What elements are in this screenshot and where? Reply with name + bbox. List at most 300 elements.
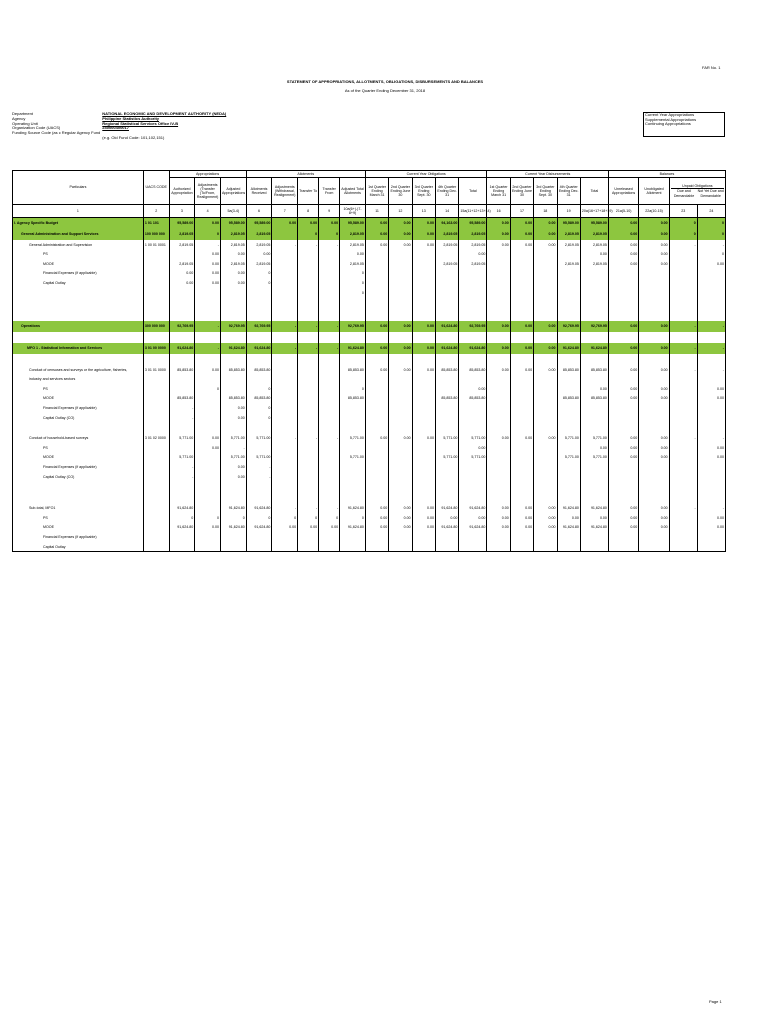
row-value (639, 278, 669, 288)
row-value: 0.00 (608, 384, 638, 394)
row-value: 0.00 (608, 229, 638, 240)
row-value: 0.00 (459, 250, 487, 260)
row-value (608, 532, 638, 542)
row-value (669, 493, 697, 504)
row-value (412, 288, 435, 299)
row-value (319, 462, 340, 472)
row-particulars: Capital Outlay (CO) (13, 472, 144, 482)
row-value (195, 375, 221, 385)
row-value (340, 542, 366, 552)
row-particulars: General Administration and Support Services (13, 229, 144, 240)
row-value (435, 423, 458, 434)
row-value: 0.00 (389, 523, 412, 533)
row-value: 0.00 (412, 504, 435, 514)
col-number: 16 (487, 205, 510, 218)
row-value: 85,853.80 (246, 365, 272, 375)
table-row (13, 542, 726, 552)
row-value (365, 403, 388, 413)
row-value: 0.00 (487, 218, 510, 230)
col-number: 6 (246, 205, 272, 218)
row-value (487, 453, 510, 463)
row-value (272, 394, 298, 404)
row-value (697, 354, 725, 365)
row-value (608, 493, 638, 504)
row-value: - (697, 504, 725, 514)
row-value (459, 532, 487, 542)
row-value (389, 310, 412, 321)
row-uacs-code (143, 542, 169, 552)
row-particulars (13, 482, 144, 493)
row-value: - (319, 321, 340, 332)
row-value (246, 532, 272, 542)
col-header-particulars: Particulars (13, 171, 144, 205)
row-value (319, 443, 340, 453)
row-value (319, 384, 340, 394)
row-value (340, 532, 366, 542)
row-value (298, 375, 319, 385)
row-value (534, 250, 557, 260)
table-row (13, 532, 726, 542)
row-value: 0.00 (487, 523, 510, 533)
row-value (319, 278, 340, 288)
row-value (697, 493, 725, 504)
row-value (669, 288, 697, 299)
row-value (169, 332, 195, 343)
col-header: Unobligated Allotment (639, 178, 669, 205)
row-value (557, 482, 580, 493)
group-header-disbursements: Current Year Disbursements (487, 171, 609, 178)
row-value (580, 482, 608, 493)
row-value (510, 453, 533, 463)
row-value (169, 423, 195, 434)
row-value: 91,624.80 (580, 343, 608, 354)
row-uacs-code (143, 443, 169, 453)
row-value (608, 288, 638, 299)
row-value (510, 310, 533, 321)
row-value: 0.00 (487, 434, 510, 444)
row-value (697, 299, 725, 310)
row-value (272, 259, 298, 269)
row-value (389, 472, 412, 482)
meta-label (12, 136, 102, 141)
row-value (669, 278, 697, 288)
row-value (608, 269, 638, 279)
row-value: 92,769.95 (340, 321, 366, 332)
row-value: 0.00 (608, 513, 638, 523)
row-value: 0.00 (580, 250, 608, 260)
meta-value: Regional Statistical Services Office IV-B (102, 120, 179, 126)
row-value: 0.00 (389, 240, 412, 250)
row-value: 85,853.80 (340, 394, 366, 404)
row-value: 0.00 (389, 513, 412, 523)
row-value: 0.00 (639, 365, 669, 375)
row-value (298, 384, 319, 394)
row-value (340, 299, 366, 310)
row-value (459, 462, 487, 472)
row-value: 0 (319, 229, 340, 240)
col-number: 2 (143, 205, 169, 218)
row-value (557, 299, 580, 310)
row-particulars: Sub-total, MFO1 (13, 504, 144, 514)
col-number: 4 (195, 205, 221, 218)
row-value (459, 542, 487, 552)
row-uacs-code: 3 01 00 0000 (143, 343, 169, 354)
row-value (340, 403, 366, 413)
row-value (169, 288, 195, 299)
col-header: 2nd Quarter Ending June 30 (389, 178, 412, 205)
row-value: 91,624.80 (435, 343, 458, 354)
row-value (639, 288, 669, 299)
row-value: - (169, 403, 195, 413)
row-uacs-code (143, 523, 169, 533)
row-value (169, 384, 195, 394)
row-value (639, 403, 669, 413)
col-header: 3rd Quarter Ending Sept. 30 (412, 178, 435, 205)
row-value: 0.00 (412, 523, 435, 533)
row-value: 85,853.80 (169, 394, 195, 404)
row-value (365, 259, 388, 269)
row-value (534, 259, 557, 269)
row-value (389, 269, 412, 279)
meta-value: Philippine Statistics Authority (102, 115, 160, 121)
row-uacs-code: 1 01 101 (143, 218, 169, 230)
col-header: Adjustments (Transfer (To/From, Realignment) (195, 178, 221, 205)
row-value (487, 269, 510, 279)
row-value (487, 354, 510, 365)
row-value (195, 394, 221, 404)
row-value (639, 462, 669, 472)
row-value (459, 493, 487, 504)
row-value (580, 542, 608, 552)
row-value (487, 472, 510, 482)
col-header: 4th Quarter Ending Dec. 31 (435, 178, 458, 205)
row-value (534, 413, 557, 423)
row-value: 0.00 (389, 343, 412, 354)
row-value (534, 299, 557, 310)
row-value (412, 310, 435, 321)
row-value: 95,589.00 (340, 218, 366, 230)
row-value (412, 278, 435, 288)
row-value: 0.00 (389, 434, 412, 444)
row-value (319, 472, 340, 482)
row-value: 0.00 (510, 229, 533, 240)
row-value (272, 375, 298, 385)
row-value: 0 (697, 229, 725, 240)
row-value: 91,624.80 (246, 343, 272, 354)
row-value: 0.00 (459, 513, 487, 523)
unpaid-subheaders (671, 189, 724, 197)
row-value: 0.00 (195, 250, 221, 260)
row-value (169, 493, 195, 504)
row-value (510, 472, 533, 482)
row-value (557, 310, 580, 321)
row-value: 91,624.80 (435, 523, 458, 533)
col-number: 13 (412, 205, 435, 218)
col-header: Due and Demandable (673, 189, 695, 198)
row-uacs-code (143, 513, 169, 523)
row-value: 0.00 (169, 278, 195, 288)
row-value (298, 413, 319, 423)
row-value: 2,819.05 (169, 259, 195, 269)
header-meta (12, 112, 228, 141)
row-value (389, 453, 412, 463)
row-value (557, 443, 580, 453)
row-value (669, 443, 697, 453)
row-value: 91,624.80 (169, 504, 195, 514)
row-value (412, 269, 435, 279)
row-value (365, 332, 388, 343)
row-value (459, 413, 487, 423)
col-number: 10a(6+(-)7-8+9) (340, 205, 366, 218)
row-value: - (298, 240, 319, 250)
row-value: 2,819.05 (435, 240, 458, 250)
row-value (195, 413, 221, 423)
row-value (697, 413, 725, 423)
row-value: 92,769.95 (246, 321, 272, 332)
row-value: 0.00 (220, 250, 246, 260)
row-value: 0.00 (487, 513, 510, 523)
row-value (412, 250, 435, 260)
row-value: 91,624.80 (459, 504, 487, 514)
row-value (459, 288, 487, 299)
row-value (412, 394, 435, 404)
row-value: 0.00 (510, 434, 533, 444)
row-value (272, 310, 298, 321)
row-value: 0.00 (195, 434, 221, 444)
row-value (557, 288, 580, 299)
row-value: 91,624.80 (435, 321, 458, 332)
row-value: 85,853.80 (246, 394, 272, 404)
table-row (13, 310, 726, 321)
row-value: 0.00 (608, 434, 638, 444)
row-value (246, 310, 272, 321)
row-value: 5,771.00 (435, 453, 458, 463)
row-value (169, 354, 195, 365)
row-value: 0.00 (195, 278, 221, 288)
table-row (13, 259, 726, 269)
row-value: 0 (169, 513, 195, 523)
row-uacs-code: 100 000 000 (143, 229, 169, 240)
table-row (13, 384, 726, 394)
row-value (195, 493, 221, 504)
row-value (298, 288, 319, 299)
row-uacs-code (143, 472, 169, 482)
row-value (319, 332, 340, 343)
row-uacs-code (143, 423, 169, 434)
row-value (697, 332, 725, 343)
row-value (608, 462, 638, 472)
row-value: 0.00 (365, 504, 388, 514)
col-header-uacs: UACS CODE (143, 171, 169, 205)
row-value (639, 532, 669, 542)
row-value: 95,589.00 (557, 218, 580, 230)
row-value (487, 250, 510, 260)
far-table (12, 170, 726, 552)
row-value: 0.00 (195, 523, 221, 533)
row-value (220, 375, 246, 385)
col-number: 24 (697, 205, 725, 218)
row-value: 5,771.00 (169, 434, 195, 444)
row-value (697, 532, 725, 542)
row-value (534, 375, 557, 385)
row-value (412, 472, 435, 482)
row-value (459, 403, 487, 413)
row-value (365, 423, 388, 434)
appropriation-type-current: Current Year Appropriations (645, 112, 695, 117)
col-number: 11 (365, 205, 388, 218)
form-number: FAR No. 1 (702, 65, 721, 70)
row-value (487, 375, 510, 385)
row-value (365, 269, 388, 279)
row-value (389, 250, 412, 260)
row-value (669, 423, 697, 434)
row-value (510, 423, 533, 434)
row-value: 0.00 (697, 453, 725, 463)
row-value (389, 423, 412, 434)
row-value (557, 493, 580, 504)
row-particulars: MOOE (13, 453, 144, 463)
row-value (340, 332, 366, 343)
table-row (13, 443, 726, 453)
row-value (435, 443, 458, 453)
row-value: - (272, 504, 298, 514)
row-value: 0.00 (272, 523, 298, 533)
row-value: 5,771.00 (220, 453, 246, 463)
row-value (298, 394, 319, 404)
row-value (697, 542, 725, 552)
row-value (298, 365, 319, 375)
row-value (340, 493, 366, 504)
row-uacs-code (143, 532, 169, 542)
row-value (608, 403, 638, 413)
row-value: 0.00 (534, 218, 557, 230)
row-value (195, 453, 221, 463)
row-value (246, 288, 272, 299)
row-value: 0.00 (340, 250, 366, 260)
row-value (669, 394, 697, 404)
row-value (487, 288, 510, 299)
row-value (298, 443, 319, 453)
header-numbers (13, 205, 726, 218)
col-number: 14 (435, 205, 458, 218)
row-value (298, 299, 319, 310)
row-value (365, 288, 388, 299)
row-value (534, 288, 557, 299)
row-value: 0.00 (639, 343, 669, 354)
row-value (459, 423, 487, 434)
row-value: 91,624.80 (220, 504, 246, 514)
col-header: Transfer From (319, 178, 340, 205)
row-value (220, 384, 246, 394)
row-uacs-code (143, 288, 169, 299)
row-value: 0.00 (608, 443, 638, 453)
row-value (487, 493, 510, 504)
row-value: 0.00 (580, 513, 608, 523)
row-value (557, 472, 580, 482)
row-value: 0.00 (510, 513, 533, 523)
row-value (459, 472, 487, 482)
row-value (298, 250, 319, 260)
row-particulars: PS (13, 513, 144, 523)
meta-value: NATIONAL ECONOMIC AND DEVELOPMENT AUTHORITY (NEDA) (102, 111, 227, 116)
row-value (435, 413, 458, 423)
col-number: 8 (298, 205, 319, 218)
row-value (669, 542, 697, 552)
row-value: 2,819.05 (246, 259, 272, 269)
row-value: 0.00 (220, 278, 246, 288)
row-particulars: MOOE (13, 394, 144, 404)
row-value (510, 413, 533, 423)
col-header: 1st Quarter Ending March 31 (487, 178, 510, 205)
row-particulars: Conduct of household-based surveys (13, 434, 144, 444)
row-uacs-code (143, 453, 169, 463)
row-value (412, 532, 435, 542)
row-value (580, 413, 608, 423)
row-value: 85,853.80 (220, 394, 246, 404)
row-value: 0 (669, 218, 697, 230)
row-value: 0.00 (697, 259, 725, 269)
row-value: 0.00 (365, 229, 388, 240)
row-value: - (272, 343, 298, 354)
row-value: 0.00 (365, 365, 388, 375)
row-value: 0.00 (220, 269, 246, 279)
row-value (412, 462, 435, 472)
row-value (246, 299, 272, 310)
row-uacs-code: 300 000 000 (143, 321, 169, 332)
row-value (608, 482, 638, 493)
row-value: 0.00 (639, 394, 669, 404)
row-value (580, 310, 608, 321)
row-value (319, 250, 340, 260)
col-header-unpaid (669, 178, 725, 205)
row-value: 5,771.00 (246, 434, 272, 444)
row-particulars: Financial Expenses (if applicable) (13, 462, 144, 472)
row-value: 0 (340, 513, 366, 523)
col-header: Total (459, 178, 487, 205)
row-value: 91,624.80 (557, 523, 580, 533)
row-value: 92,769.95 (220, 321, 246, 332)
row-value (580, 462, 608, 472)
row-value: 0.00 (246, 250, 272, 260)
row-value: 0 (246, 513, 272, 523)
row-particulars: MOOE (13, 259, 144, 269)
row-value (608, 299, 638, 310)
row-particulars: PS (13, 443, 144, 453)
page-number: Page 1 (709, 999, 722, 1004)
row-value (557, 332, 580, 343)
row-value: - (669, 434, 697, 444)
row-value: 2,819.05 (557, 229, 580, 240)
row-value: 0 (246, 413, 272, 423)
row-value (319, 423, 340, 434)
group-header-appropriations: Appropriations (169, 171, 246, 178)
row-particulars: PS (13, 250, 144, 260)
row-value (169, 542, 195, 552)
row-value: - (169, 472, 195, 482)
row-value: 2,819.05 (220, 259, 246, 269)
row-value: 0.00 (412, 513, 435, 523)
row-value (669, 250, 697, 260)
row-value (580, 493, 608, 504)
row-value (435, 310, 458, 321)
row-value (340, 443, 366, 453)
row-value (412, 332, 435, 343)
row-value: 0.00 (697, 384, 725, 394)
row-value (487, 423, 510, 434)
row-value: 91,624.80 (246, 504, 272, 514)
row-value (298, 310, 319, 321)
row-value (534, 482, 557, 493)
